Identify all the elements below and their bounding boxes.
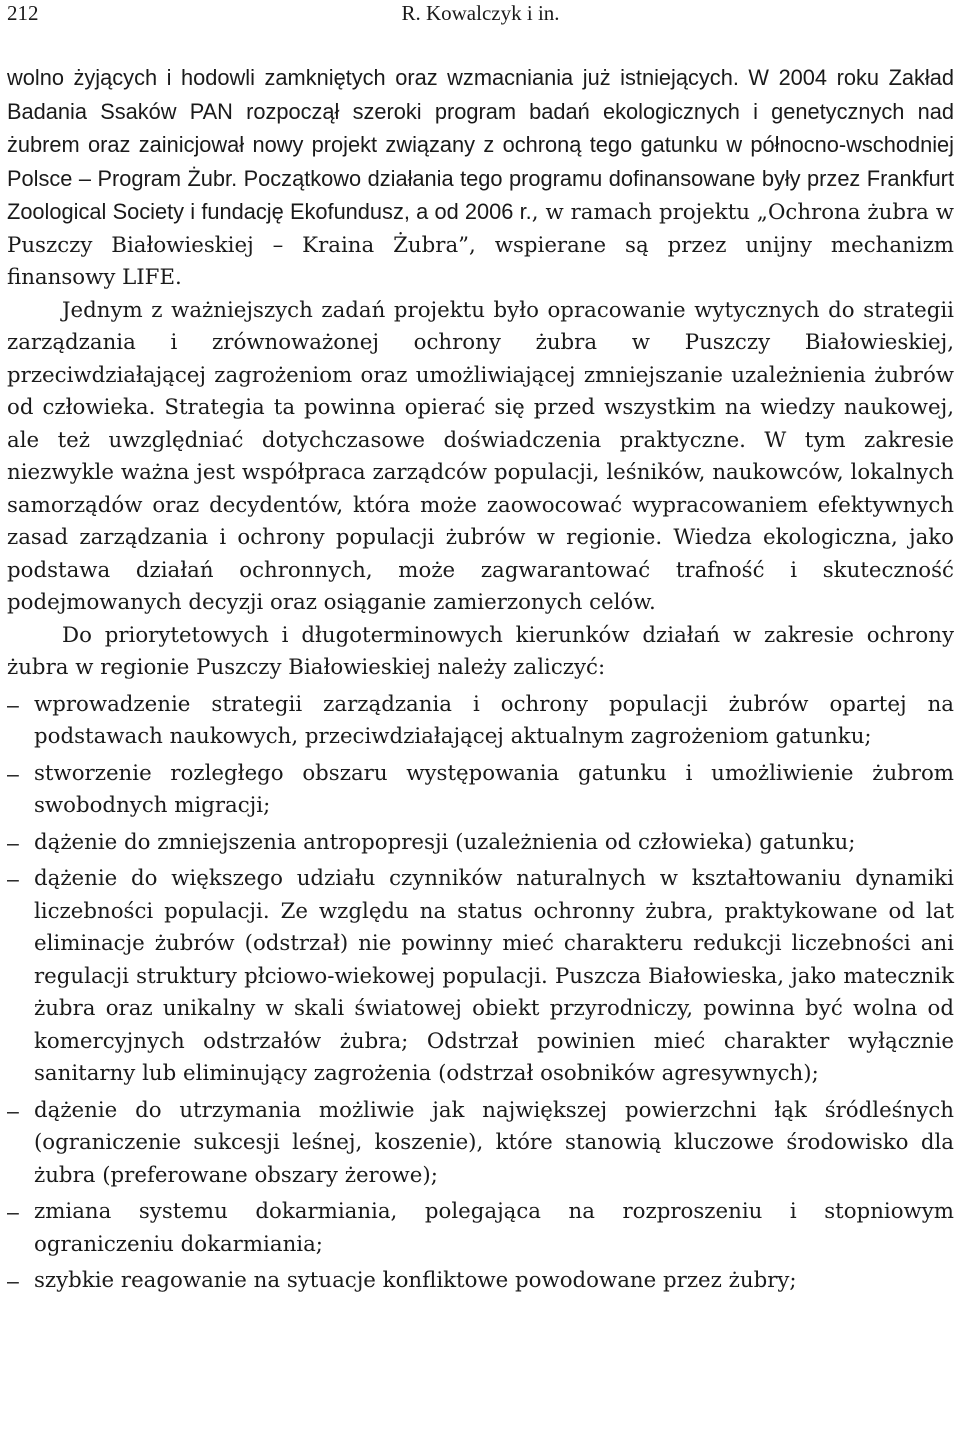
list-item-text: dążenie do zmniejszenia antropopresji (uzależnienia od człowieka) gatunku; bbox=[34, 829, 856, 855]
list-item bbox=[7, 1196, 954, 1261]
list-item bbox=[7, 758, 954, 823]
page-number: 212 bbox=[7, 1, 39, 25]
paragraph-priorities-text: Do priorytetowych i długoterminowych kierunków działań w zakresie ochrony żubra w regionie Puszczy Białowieskiej należy zaliczyć: bbox=[7, 622, 954, 680]
list-item-text: zmiana systemu dokarmiania, polegająca na rozproszeniu i stopniowym ograniczeniu dokarmiania; bbox=[34, 1199, 954, 1257]
list-item-text: wprowadzenie strategii zarządzania i ochrony populacji żubrów opartej na podstawach naukowych, przeciwdziałającej aktualnym zagrożeniom gatunku; bbox=[34, 691, 954, 749]
paragraph-program-zubr-part-3: , w ramach projektu „Ochrona żubra w Puszczy Białowieskiej – Kraina Żubra”, wspierane są przez unijny mechanizm finansowy LIFE. bbox=[7, 200, 954, 290]
list-item-text: stworzenie rozległego obszaru występowania gatunku i umożliwienie żubrom swobodnych migracji; bbox=[34, 760, 954, 818]
priorities-list bbox=[7, 689, 954, 1298]
list-item bbox=[7, 1265, 954, 1298]
list-dash: – bbox=[7, 1269, 19, 1293]
list-item bbox=[7, 863, 954, 1091]
paragraph-strategy bbox=[7, 295, 954, 620]
list-dash: – bbox=[7, 761, 19, 786]
document-page bbox=[7, 0, 955, 1293]
list-item bbox=[7, 827, 954, 860]
list-item bbox=[7, 1095, 954, 1193]
list-dash: – bbox=[7, 830, 19, 855]
list-dash: – bbox=[7, 1098, 19, 1123]
paragraph-program-zubr-part-1: wolno żyjących i hodowli zamkniętych oraz wzmacniania już istniejących. W 2004 roku Zakład Badania Ssaków PAN rozpoczął szeroki program badań ekologicznych i genetycznych nad żubrem oraz zainicjował nowy projekt związany z ochroną tego gatunku w północno-wschodniej Polsce – Program Żubr. bbox=[7, 65, 954, 191]
list-item-text: dążenie do większego udziału czynników naturalnych w kształtowaniu dynamiki liczebności populacji. Ze względu na status ochronny żubra, praktykowane od lat eliminacje żubrów (odstrzał) nie powinny mieć charakteru redukcji liczebności ani regulacji struktury płciowo-wiekowej populacji. Puszcza Białowieska, jako matecznik żubra oraz unikalny w skali światowej obiekt przyrodniczy, powinna być wolna od komercyjnych odstrzałów żubra; Odstrzał powinien mieć charakter wyłącznie sanitarny lub eliminujący zagrożenia (odstrzał osobników agresywnych); bbox=[34, 866, 954, 1086]
paragraph-program-zubr-part-2: Początkowo działania tego programu dofinansowane były przez Frankfurt Zoological Society i fundację Ekofundusz, a od 2006 r. bbox=[7, 165, 955, 224]
list-dash: – bbox=[7, 867, 19, 891]
paragraph-priorities bbox=[7, 620, 954, 685]
list-item-text: szybkie reagowanie na sytuacje konfliktowe powodowane przez żubry; bbox=[34, 1268, 797, 1293]
running-title: R. Kowalczyk i in. bbox=[401, 1, 560, 25]
running-head bbox=[7, 0, 954, 44]
body-text bbox=[7, 62, 954, 1298]
paragraph-program-zubr bbox=[7, 62, 954, 295]
list-dash: – bbox=[7, 1200, 19, 1224]
paragraph-strategy-text: Jednym z ważniejszych zadań projektu było opracowanie wytycznych do strategii zarządzania i zrównoważonej ochrony żubra w Puszczy Białowieskiej, przeciwdziałającej zagrożeniom oraz umożliwiającej zmniejszanie uzależnienia żubrów od człowieka. Strategia ta powinna opierać się przed wszystkim na wiedzy naukowej, ale też uwzględniać dotychczasowe doświadczenia praktyczne. W tym zakresie niezwykle ważna jest współpraca zarządców populacji, leśników, naukowców, lokalnych samorządów oraz decydentów, która może zaowocować wypracowaniem efektywnych zasad zarządzania i ochrony populacji żubrów w regionie. Wiedza ekologiczna, jako podstawa działań ochronnych, może zagwarantować trafność i skuteczność podejmowanych decyzji oraz osiąganie zamierzonych celów. bbox=[7, 297, 954, 615]
list-item-text: dążenie do utrzymania możliwie jak największej powierzchni łąk śródleśnych (ograniczenie sukcesji leśnej, koszenie), które stanowią kluczowe środowisko dla żubra (preferowane obszary żerowe); bbox=[34, 1097, 954, 1188]
list-dash: – bbox=[7, 692, 19, 717]
list-item bbox=[7, 689, 954, 754]
